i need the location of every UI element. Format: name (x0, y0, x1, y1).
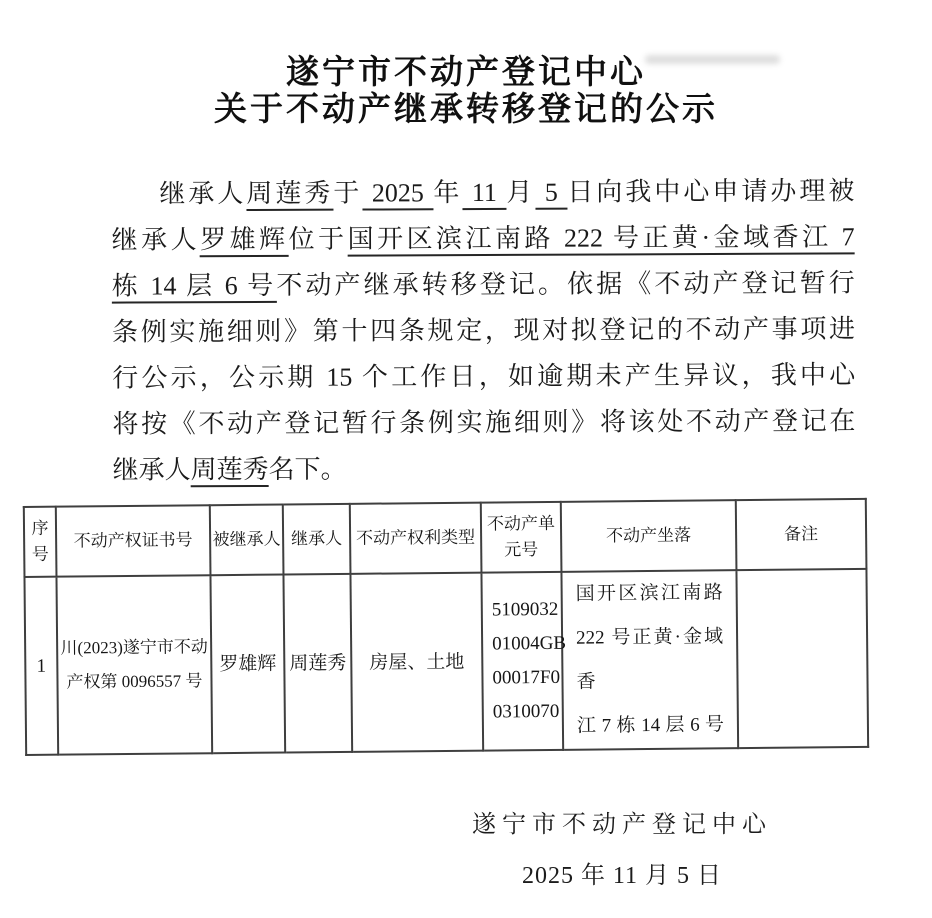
registration-table (23, 498, 869, 756)
cell-heir: 周莲秀 (283, 574, 352, 753)
underlined-property-address: 国开区滨江南路 222 号正黄·金域香江 7 (347, 222, 854, 256)
table-row (24, 569, 868, 755)
underlined-day: 5 (535, 178, 567, 210)
col-header-remarks: 备注 (736, 499, 867, 570)
col-header-decedent: 被继承人 (210, 505, 284, 576)
text-segment: 行公示，公示期 15 个工作日，如逾期未产生异议，我中心 (112, 360, 856, 393)
text-segment: 将按《不动产登记暂行条例实施细则》将该处不动产登记在 (112, 406, 856, 439)
body-line-1 (111, 168, 854, 217)
cell-serial: 1 (24, 577, 58, 755)
text-segment: 继承人 (159, 179, 247, 209)
underlined-decedent-name: 罗雄辉 (200, 225, 289, 257)
cell-right-type: 房屋、土地 (350, 573, 483, 752)
underlined-property-address-cont: 栋 14 层 6 号 (112, 271, 277, 304)
cell-certificate-no: 川(2023)遂宁市不动 产权第 0096557 号 (56, 575, 212, 754)
body-line-5 (112, 352, 855, 401)
notice-body (111, 168, 855, 493)
underlined-year: 2025 (362, 178, 433, 210)
document-title (0, 53, 932, 127)
scanned-notice-document (0, 53, 932, 918)
col-header-certificate-no: 不动产权证书号 (56, 505, 211, 576)
col-header-serial: 序 号 (24, 507, 57, 577)
underlined-heir-name: 周莲秀 (191, 455, 269, 487)
col-header-right-type: 不动产权利类型 (350, 503, 482, 574)
body-line-3 (112, 260, 855, 309)
text-segment: 位于 (288, 224, 348, 254)
text-segment: 不动产继承转移登记。依据《不动产登记暂行 (276, 268, 855, 300)
title-line-1: 遂宁市不动产登记中心 (286, 53, 646, 90)
body-line-6 (112, 398, 855, 447)
col-header-unit-no: 不动产单 元号 (481, 502, 562, 573)
scan-artifact (645, 55, 780, 64)
cell-remarks (736, 569, 868, 748)
text-segment: 年 (433, 178, 463, 208)
text-segment: 条例实施细则》第十四条规定，现对拟登记的不动产事项进 (111, 314, 856, 347)
underlined-month: 11 (462, 178, 506, 210)
cell-unit-no: 5109032 01004GB 00017F0 0310070 (481, 572, 563, 751)
col-header-heir: 继承人 (283, 504, 351, 575)
col-header-location: 不动产坐落 (561, 500, 737, 572)
signing-organization: 遂宁市不动产登记中心 (472, 812, 772, 838)
signature-block (472, 804, 772, 890)
cell-decedent: 罗雄辉 (210, 575, 285, 754)
text-segment: 于 (333, 178, 363, 208)
underlined-heir-name: 周莲秀 (246, 179, 333, 211)
text-segment: 月 (506, 177, 536, 207)
table-header-row (24, 499, 867, 577)
body-line-2 (112, 214, 855, 263)
text-segment: 日向我中心申请办理被 (567, 176, 855, 207)
text-segment: 继承人 (111, 225, 201, 255)
cell-location: 国开区滨江南路 222 号正黄·金域香 江 7 栋 14 层 6 号 (561, 570, 738, 750)
body-line-4 (112, 306, 855, 355)
signature-date: 2025 年 11 月 5 日 (521, 863, 723, 889)
text-segment: 继承人 (112, 455, 191, 485)
title-line-2: 关于不动产继承转移登记的公示 (214, 90, 718, 127)
body-line-7 (113, 444, 856, 493)
text-segment: 名下。 (268, 454, 347, 484)
